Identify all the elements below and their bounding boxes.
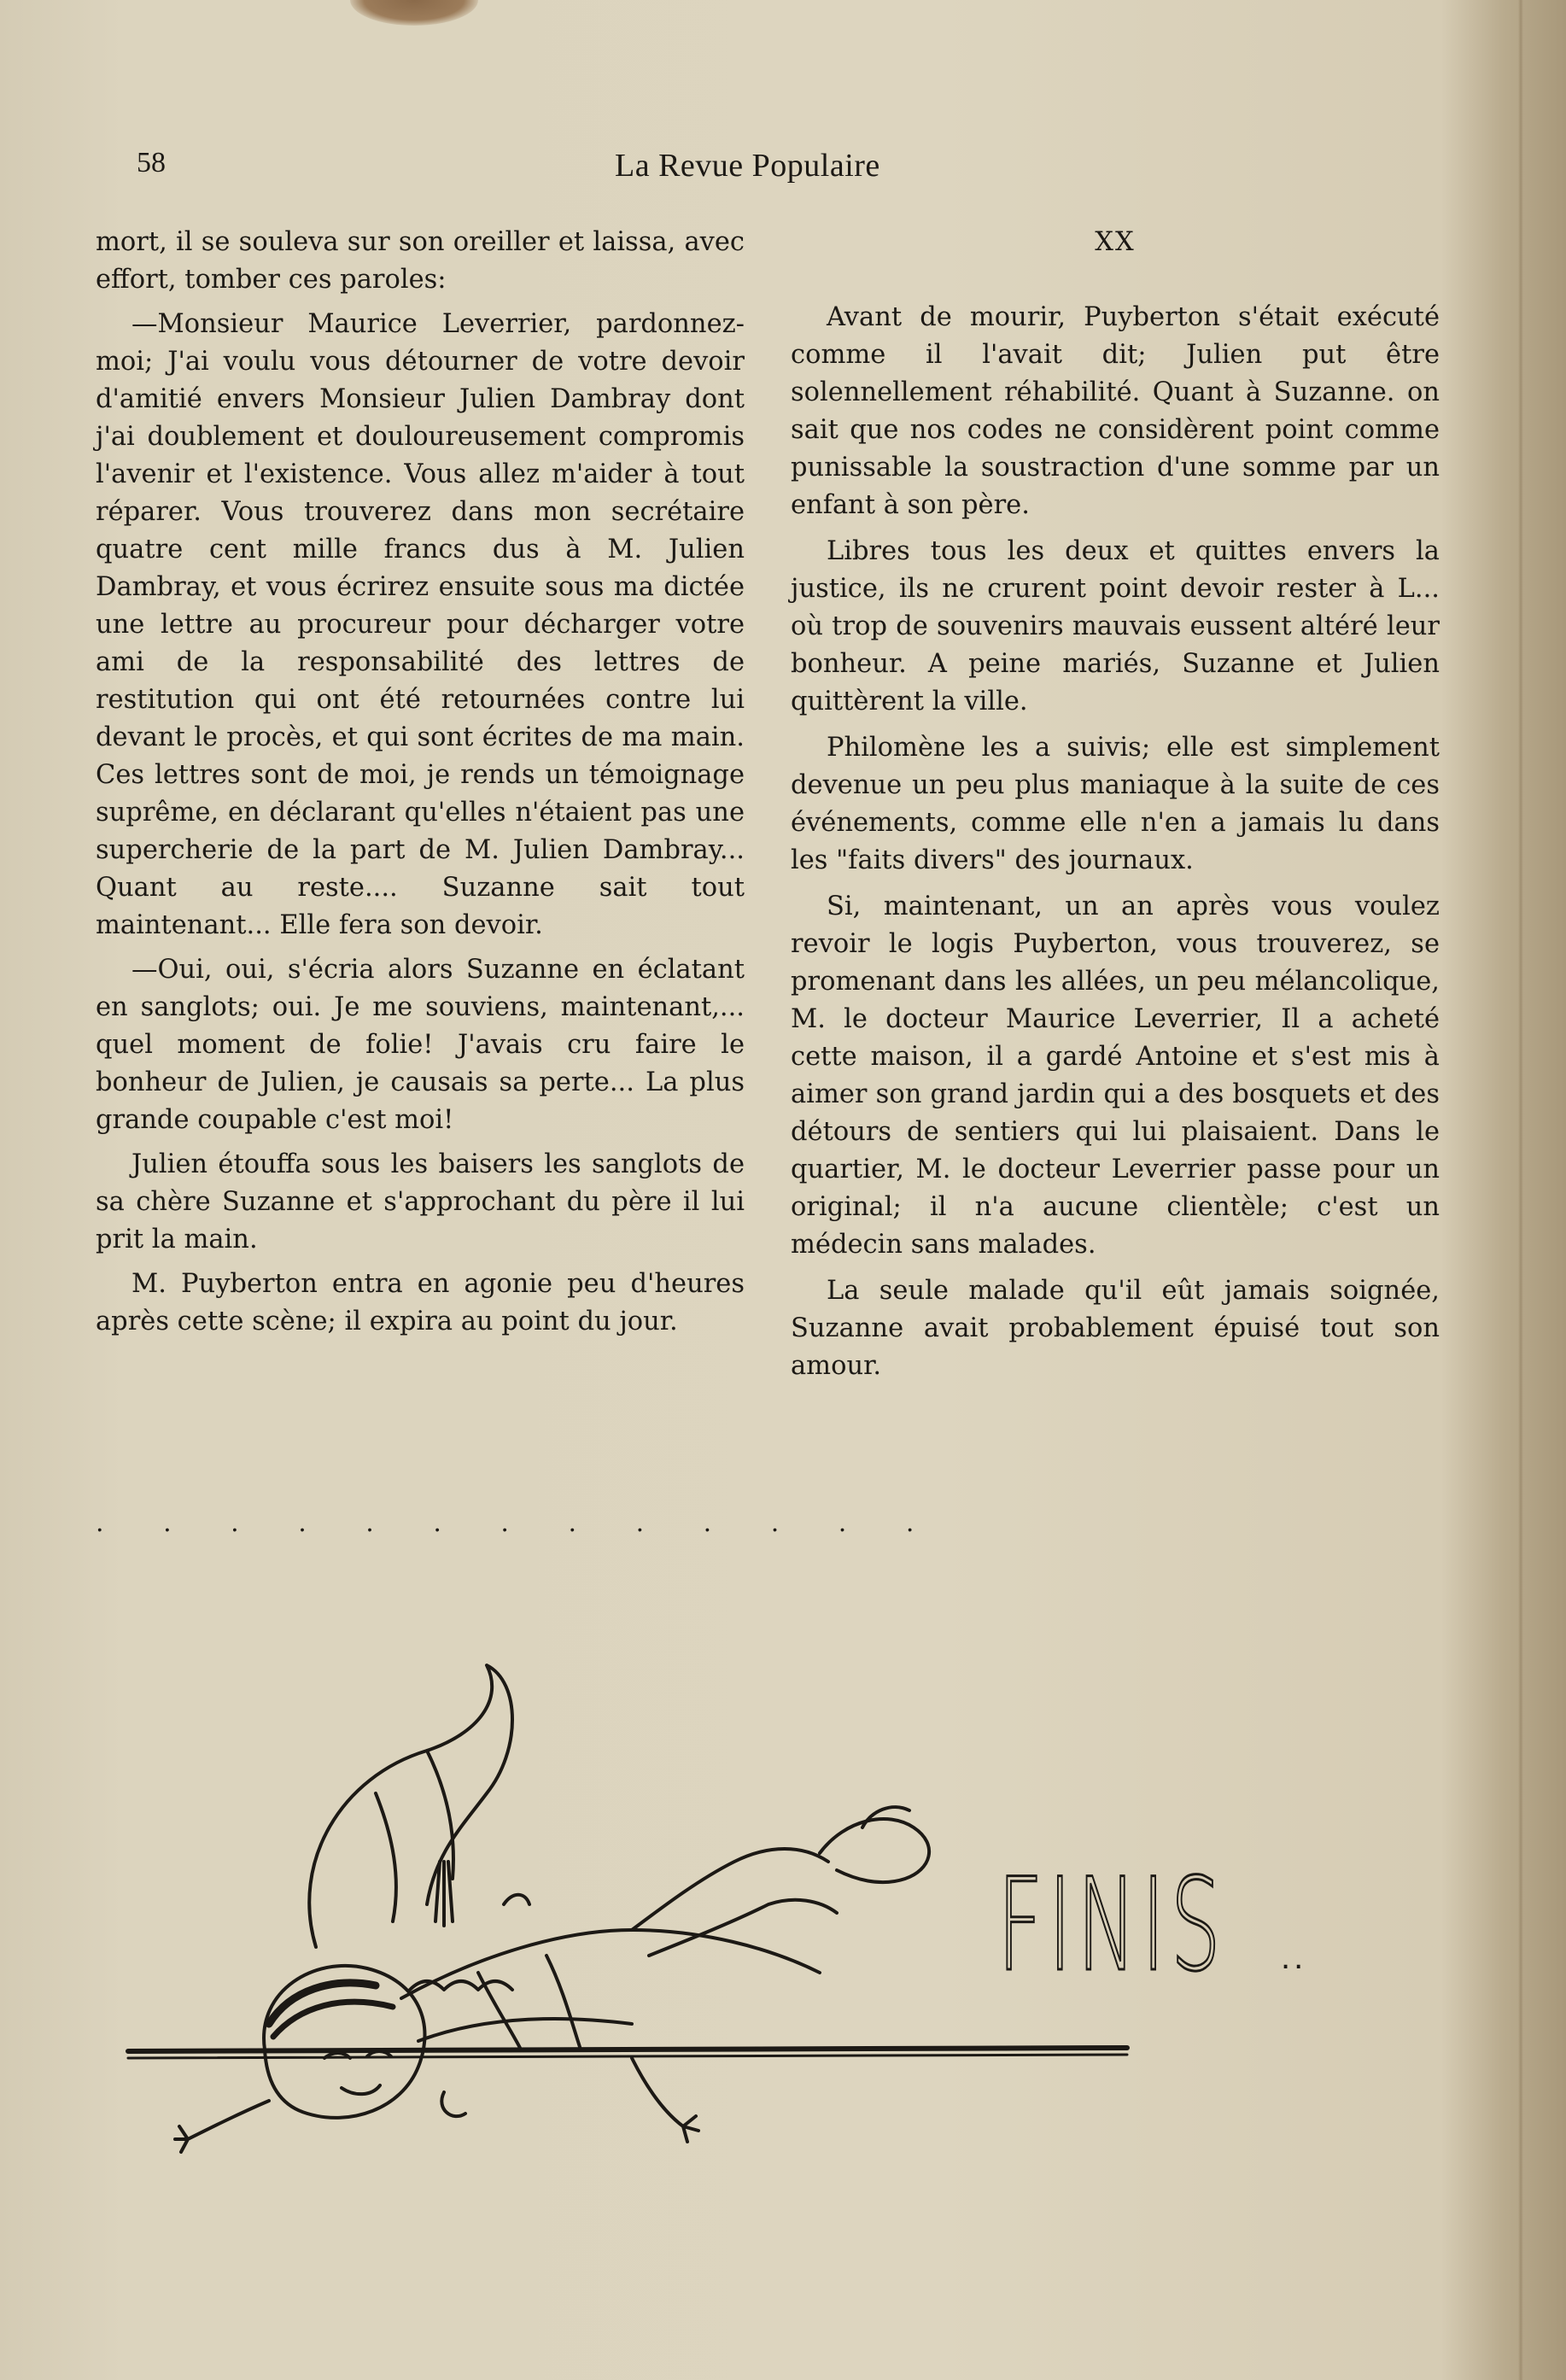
finis-trailing-dots: ..: [1281, 1939, 1307, 1976]
left-paragraph-5: M. Puyberton entra en agonie peu d'heures après cette scène; il expira au point du jour.: [96, 1269, 745, 1336]
running-title: La Revue Populaire: [615, 148, 880, 184]
right-hand: [632, 2058, 698, 2142]
finis-caption: FINIS: [997, 1851, 1226, 2000]
right-paragraph-1: Avant de mourir, Puyberton s'était exécuté comme il l'avait dit; Julien put être solennellement réhabilité. Quant à Suzanne. on sait que nos codes ne considèrent point comme punissable la soustraction d'une somme par un enfant à son père.: [791, 302, 1440, 520]
left-column: [96, 224, 745, 1348]
left-hand: [175, 2101, 269, 2152]
jester-hat: [309, 1665, 512, 1947]
page-edge-shadow: [1518, 0, 1523, 2380]
right-paragraph-4: Si, maintenant, un an après vous voulez revoir le logis Puyberton, vous trouverez, se promenant dans les allées, un peu mélancolique, M. le docteur Maurice Leverrier, Il a acheté cette maison, il a gardé Antoine et s'est mis à aimer son grand jardin qui a des bosquets et des détours de sentiers qui lui plaisaient. Dans le quartier, M. le docteur Leverrier passe pour un original; il n'a aucune clientèle; c'est un médecin sans malades.: [791, 892, 1440, 1260]
left-paragraph-1: mort, il se souleva sur son oreiller et laissa, avec effort, tomber ces paroles:: [96, 227, 745, 295]
page-number: 58: [137, 147, 166, 178]
right-column: [791, 224, 1440, 1394]
ground-line: [128, 2048, 1127, 2051]
hat-tassel: [435, 1862, 453, 1926]
right-paragraph-5: La seule malade qu'il eût jamais soignée, Suzanne avait probablement épuisé tout son amour.: [791, 1276, 1440, 1381]
ellipsis-dots-separator: . . . . . . . . . . . . .: [96, 1508, 940, 1538]
figure-legs: [632, 1849, 828, 1930]
right-paragraph-2: Libres tous les deux et quittes envers la justice, ils ne crurent point devoir rester à L... où trop de souvenirs mauvais eussent altéré leur bonheur. A peine mariés, Suzanne et Julien quittèrent la ville.: [791, 536, 1440, 716]
left-paragraph-4: Julien étouffa sous les baisers les sanglots de sa chère Suzanne et s'approchant du père il lui prit la main.: [96, 1149, 745, 1254]
right-paragraph-3: Philomène les a suivis; elle est simplement devenue un peu plus maniaque à la suite de ces événements, comme elle n'en a jamais lu dans les "faits divers" des journaux.: [791, 733, 1440, 875]
left-paragraph-3: —Oui, oui, s'écria alors Suzanne en éclatant en sanglots; oui. Je me souviens, maintenant,... quel moment de folie! J'avais cru faire le bonheur de Julien, je causais sa perte... La plus grande coupable c'est moi!: [96, 955, 745, 1135]
left-paragraph-2: —Monsieur Maurice Leverrier, pardonnez-moi; J'ai voulu vous détourner de votre devoir d'amitié envers Monsieur Julien Dambray dont j'ai doublement et douloureusement compromis l'avenir et l'existence. Vous allez m'aider à tout réparer. Vous trouverez dans mon secrétaire quatre cent mille francs dus à M. Julien Dambray, et vous écrirez ensuite sous ma dictée une lettre au procureur pour décharger votre ami de la responsabilité des lettres de restitution qui ont été retournées contre lui devant le procès, et qui sont écrites de ma main. Ces lettres sont de moi, je rends un témoignage suprême, en déclarant qu'elles n'étaient pas une supercherie de la part de M. Julien Dambray... Quant au reste.... Suzanne sait tout maintenant... Elle fera son devoir.: [96, 309, 745, 940]
paper-stain: [350, 0, 478, 26]
chapter-heading: XX: [1095, 227, 1136, 257]
figure-body: [401, 1930, 820, 1998]
raised-foot: [820, 1819, 929, 1882]
figure-head: [264, 1966, 424, 2118]
